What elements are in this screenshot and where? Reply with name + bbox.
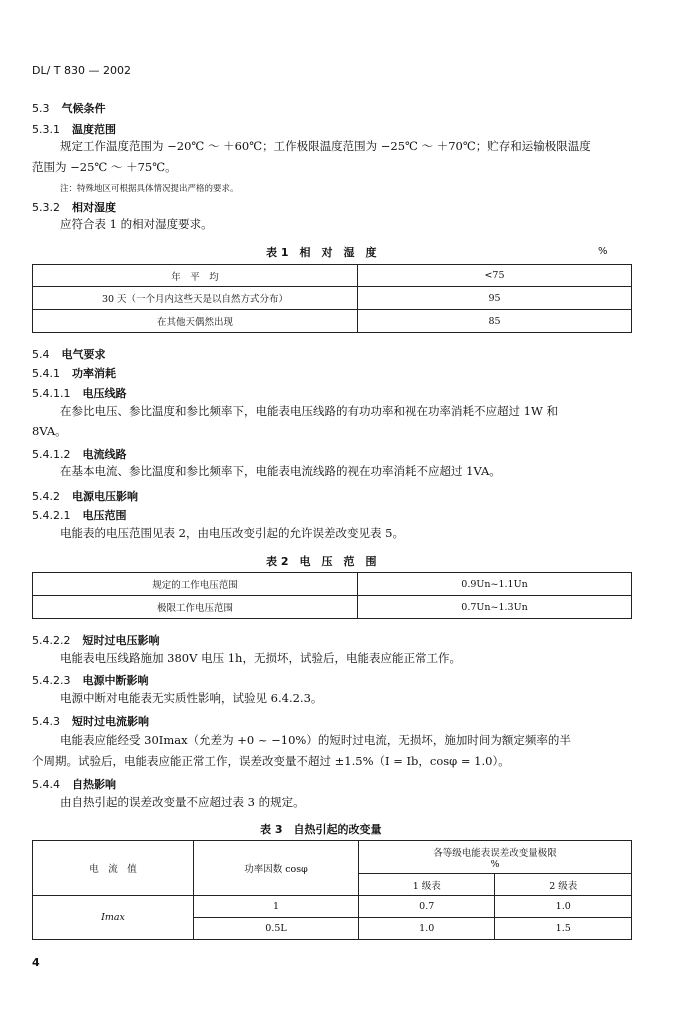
paragraph-line: 个周期。试验后，电能表应能正常工作，误差改变量不超过 ±1.5%（I = Ib，cosφ = 1.0）。 bbox=[32, 754, 510, 768]
section-title: 电压线路 bbox=[82, 387, 127, 400]
heading-5-3-1 bbox=[32, 121, 116, 137]
section-number: 5.3 bbox=[32, 102, 50, 115]
section-title: 短时过电压影响 bbox=[82, 634, 160, 647]
section-title: 电源电压影响 bbox=[72, 490, 138, 503]
section-number: 5.4.1.1 bbox=[32, 387, 71, 400]
table-cell-current bbox=[33, 896, 194, 940]
imax-label: Imax bbox=[101, 912, 125, 923]
paragraph: 由自热引起的误差改变量不应超过表 3 的规定。 bbox=[60, 795, 305, 809]
table-cell: 0.5L bbox=[194, 918, 359, 940]
heading-5-4-1-1 bbox=[32, 385, 126, 401]
section-title: 短时过电流影响 bbox=[72, 715, 149, 728]
heading-5-4-3 bbox=[32, 713, 149, 729]
table-cell: 85 bbox=[358, 310, 632, 333]
section-number: 5.4.3 bbox=[32, 715, 60, 728]
table-row bbox=[33, 287, 632, 310]
heading-5-3-2 bbox=[32, 199, 116, 215]
table-header-power-factor: 功率因数 cosφ bbox=[194, 841, 359, 896]
table-cell: 95 bbox=[358, 287, 632, 310]
table-row bbox=[33, 573, 632, 596]
table-cell: 1.0 bbox=[495, 896, 632, 918]
section-number: 5.4.1.2 bbox=[32, 448, 71, 461]
section-title: 电气要求 bbox=[61, 348, 106, 361]
table3-caption: 表 3 自热引起的改变量 bbox=[260, 823, 382, 836]
limit-title: 各等级电能表误差改变量极限 bbox=[433, 847, 557, 859]
heading-5-4-2-3 bbox=[32, 672, 148, 688]
table-header-class2: 2 级表 bbox=[495, 874, 632, 896]
heading-5-4-1-2 bbox=[32, 446, 126, 462]
table-row bbox=[33, 841, 632, 874]
heading-5-4-1 bbox=[32, 365, 116, 381]
section-number: 5.3.2 bbox=[32, 201, 60, 214]
paragraph-line: 8VA。 bbox=[32, 424, 67, 438]
table2-caption: 表 2 电 压 范 围 bbox=[266, 555, 377, 568]
section-title: 电流线路 bbox=[82, 448, 127, 461]
table2 bbox=[32, 572, 632, 619]
table-header-class1: 1 级表 bbox=[359, 874, 495, 896]
section-title: 电压范围 bbox=[82, 509, 127, 522]
table-header-current: 电 流 值 bbox=[33, 841, 194, 896]
table1-caption: 表 1 相 对 湿 度 bbox=[266, 246, 377, 259]
paragraph-line: 电能表应能经受 30Imax（允差为 +0 ~ −10%）的短时过电流，无损坏，施加时间为额定频率的半 bbox=[60, 733, 571, 747]
table-row bbox=[33, 596, 632, 619]
heading-5-4-4 bbox=[32, 776, 116, 792]
paragraph: 电能表的电压范围见表 2，由电压改变引起的允许误差改变见表 5。 bbox=[60, 526, 404, 540]
heading-5-3 bbox=[32, 100, 106, 116]
heading-5-4 bbox=[32, 346, 106, 362]
section-number: 5.4.2.3 bbox=[32, 674, 71, 687]
table-cell: 0.7 bbox=[359, 896, 495, 918]
table1-unit: % bbox=[598, 246, 608, 257]
table1 bbox=[32, 264, 632, 333]
table-cell: 1 bbox=[194, 896, 359, 918]
paragraph: 电源中断对电能表无实质性影响，试验见 6.4.2.3。 bbox=[60, 691, 323, 705]
heading-5-4-2-1 bbox=[32, 507, 126, 523]
note: 注：特殊地区可根据具体情况提出严格的要求。 bbox=[60, 184, 239, 194]
section-title: 温度范围 bbox=[72, 123, 116, 136]
heading-5-4-2-2 bbox=[32, 632, 159, 648]
paragraph-line: 范围为 −25℃ ～ ＋75℃。 bbox=[32, 160, 177, 174]
section-number: 5.4.4 bbox=[32, 778, 60, 791]
table-cell: 0.9Un~1.1Un bbox=[358, 573, 632, 596]
table-cell: 在其他天偶然出现 bbox=[33, 310, 358, 333]
paragraph: 应符合表 1 的相对湿度要求。 bbox=[60, 217, 213, 231]
heading-5-4-2 bbox=[32, 488, 138, 504]
limit-unit: % bbox=[490, 858, 500, 870]
table-row bbox=[33, 896, 632, 918]
table-header-limit bbox=[359, 841, 632, 874]
section-number: 5.4.2.1 bbox=[32, 509, 71, 522]
table-row bbox=[33, 310, 632, 333]
table-cell: 0.7Un~1.3Un bbox=[358, 596, 632, 619]
section-title: 自热影响 bbox=[72, 778, 116, 791]
paragraph-line: 在参比电压、参比温度和参比频率下，电能表电压线路的有功功率和视在功率消耗不应超过 1W 和 bbox=[60, 404, 558, 418]
table-cell: 年 平 均 bbox=[33, 265, 358, 287]
section-title: 相对湿度 bbox=[72, 201, 116, 214]
section-title: 气候条件 bbox=[61, 102, 106, 115]
table-cell: 30 天（一个月内这些天是以自然方式分布） bbox=[33, 287, 358, 310]
section-number: 5.3.1 bbox=[32, 123, 60, 136]
section-number: 5.4.2.2 bbox=[32, 634, 71, 647]
table-cell: 规定的工作电压范围 bbox=[33, 573, 358, 596]
table-cell: 1.0 bbox=[359, 918, 495, 940]
section-number: 5.4 bbox=[32, 348, 50, 361]
doc-id: DL/ T 830 — 2002 bbox=[32, 64, 131, 77]
section-title: 电源中断影响 bbox=[82, 674, 149, 687]
section-title: 功率消耗 bbox=[72, 367, 116, 380]
page-number: 4 bbox=[32, 956, 40, 969]
section-number: 5.4.2 bbox=[32, 490, 60, 503]
paragraph: 电能表电压线路施加 380V 电压 1h，无损坏，试验后，电能表应能正常工作。 bbox=[60, 651, 461, 665]
table-row bbox=[33, 265, 632, 287]
table-cell: <75 bbox=[358, 265, 632, 287]
paragraph-line: 规定工作温度范围为 −20℃ ～ ＋60℃；工作极限温度范围为 −25℃ ～ ＋70℃；贮存和运输极限温度 bbox=[60, 139, 591, 153]
table-cell: 极限工作电压范围 bbox=[33, 596, 358, 619]
paragraph: 在基本电流、参比温度和参比频率下，电能表电流线路的视在功率消耗不应超过 1VA。 bbox=[60, 464, 501, 478]
section-number: 5.4.1 bbox=[32, 367, 60, 380]
table3 bbox=[32, 840, 632, 940]
table-cell: 1.5 bbox=[495, 918, 632, 940]
